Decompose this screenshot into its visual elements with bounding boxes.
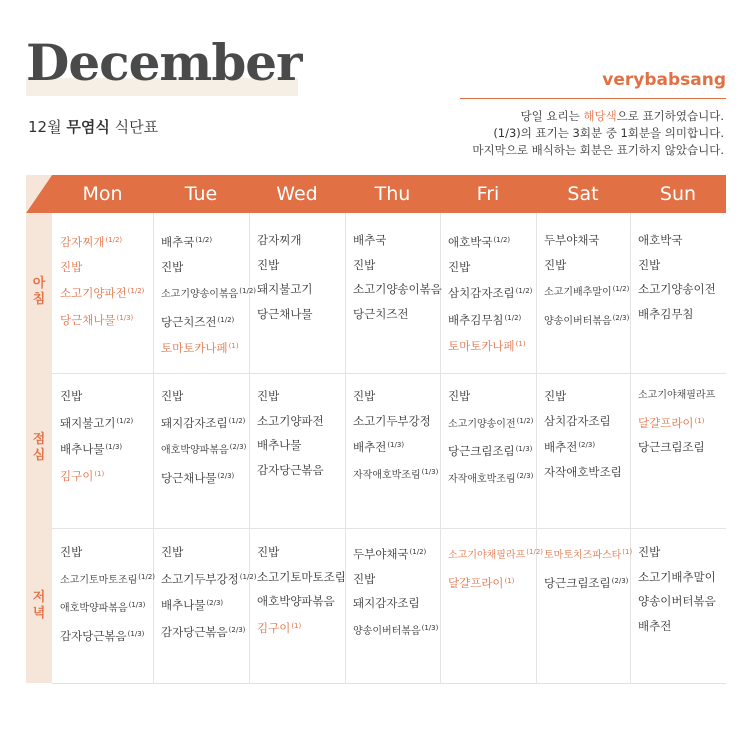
menu-item: 소고기양송이볶음 — [353, 282, 442, 296]
menu-cell-fri-2 — [448, 540, 543, 595]
menu-item: 돼지불고기$^{(1/2)}$ — [60, 415, 134, 430]
menu-item: 당근크림조림$^{(2/3)}$ — [544, 575, 629, 590]
menu-cell-fri-1 — [448, 384, 533, 492]
subtitle-month: 12월 — [28, 118, 62, 136]
menu-item: 배추전$^{(2/3)}$ — [544, 440, 596, 454]
meal-label-1: 점 심 — [32, 432, 46, 463]
menu-item: 감자당근볶음$^{(1/3)}$ — [60, 628, 145, 643]
portion-note: (2/3) — [611, 576, 629, 585]
portion-note: (2/3) — [229, 443, 247, 451]
portion-note: (1) — [694, 416, 705, 425]
note1-pre: 당일 요리는 — [520, 109, 580, 123]
menu-item: 진밥 — [544, 257, 567, 272]
menu-item: 삼치감자조림$^{(1/2)}$ — [448, 286, 533, 300]
day-header-thu: Thu — [374, 183, 411, 205]
meal-label-0: 아 침 — [32, 276, 46, 307]
portion-note: (1/2) — [239, 287, 257, 295]
menu-item: 소고기야채필라프 — [638, 390, 716, 401]
menu-item: 배추나물$^{(2/3)}$ — [161, 598, 224, 612]
menu-item: 당근치즈전$^{(1/2)}$ — [161, 314, 235, 329]
subtitle-diet: 무염식 — [66, 118, 110, 136]
menu-item: 돼지감자조림$^{(1/2)}$ — [161, 415, 246, 430]
menu-item: 배추전$^{(1/3)}$ — [353, 440, 405, 454]
menu-item: 소고기양송이전 — [638, 282, 716, 296]
menu-cell-sat-1 — [544, 384, 622, 484]
menu-item: 소고기야채필라프$^{(1/2)}$ — [448, 548, 544, 561]
meal-label-2: 저 녁 — [32, 590, 46, 621]
menu-item: 감자당근볶음 — [257, 462, 324, 477]
menu-cell-wed-2 — [257, 540, 346, 640]
day-header-mon: Mon — [82, 183, 123, 205]
menu-cell-thu-2 — [353, 540, 438, 644]
portion-note: (2/3) — [516, 471, 534, 480]
menu-item: 소고기토마토조림$^{(1/2)}$ — [60, 572, 156, 586]
note-line-2: (1/3)의 표기는 3회분 중 1회분을 의미합니다. — [493, 126, 724, 140]
portion-note: (1/2) — [504, 313, 522, 322]
menu-item: 달걀프라이$^{(1)}$ — [638, 415, 705, 430]
menu-item: 당근치즈전 — [353, 306, 409, 321]
menu-item: 배추김무침$^{(1/2)}$ — [448, 312, 522, 327]
menu-item: 배추전 — [638, 618, 672, 633]
menu-item: 애호박양파볶음$^{(2/3)}$ — [161, 443, 247, 456]
column-divider — [630, 213, 631, 683]
portion-note: (1/3) — [387, 441, 405, 449]
portion-note: (1) — [228, 342, 239, 350]
menu-item: 진밥 — [60, 545, 83, 559]
menu-cell-fri-0 — [448, 228, 532, 359]
menu-item: 소고기양송이전$^{(1/2)}$ — [448, 416, 534, 430]
menu-item: 배추국$^{(1/2)}$ — [161, 235, 213, 249]
note1-post: 으로 표기하였습니다. — [616, 109, 724, 123]
menu-item: 애호박양파볶음$^{(1/3)}$ — [60, 601, 146, 614]
menu-item: 토마토카나페$^{(1)}$ — [448, 339, 526, 353]
menu-item: 두부야채국 — [544, 233, 600, 247]
menu-cell-mon-1 — [60, 384, 133, 488]
subtitle-label: 식단표 — [114, 118, 159, 136]
menu-item: 토마토카나페$^{(1)}$ — [161, 341, 239, 355]
menu-item: 감자당근볶음$^{(2/3)}$ — [161, 624, 246, 639]
portion-note: (1) — [504, 576, 515, 585]
row-divider — [52, 373, 726, 374]
menu-item: 소고기두부강정$^{(1/2)}$ — [161, 571, 257, 586]
menu-item: 애호박국 — [638, 233, 683, 247]
portion-note: (1/2) — [138, 572, 156, 581]
portion-note: (1) — [291, 621, 302, 630]
menu-item: 진밥 — [257, 389, 280, 403]
portion-note: (1/2) — [493, 236, 511, 244]
menu-item: 배추국 — [353, 233, 387, 247]
menu-item: 배추나물 — [257, 438, 302, 452]
portion-note: (1/2) — [526, 548, 544, 556]
menu-cell-sun-0 — [638, 228, 716, 326]
menu-item: 당근크림조림$^{(1/3)}$ — [448, 444, 533, 458]
note-line-1 — [472, 108, 724, 125]
month-title: December — [26, 33, 302, 92]
menu-cell-sun-1 — [638, 384, 715, 460]
portion-note: (1/3) — [421, 467, 439, 476]
menu-cell-tue-2 — [161, 540, 257, 644]
note1-highlight: 해당색 — [583, 109, 617, 123]
portion-note: (1) — [515, 340, 526, 348]
portion-note: (1/2) — [127, 287, 145, 295]
menu-item: 삼치감자조림 — [544, 413, 611, 428]
day-header-tue: Tue — [184, 183, 218, 205]
menu-item: 소고기토마토조림 — [257, 569, 346, 584]
portion-note: (2/3) — [612, 313, 630, 322]
menu-item: 당근크림조림 — [638, 440, 705, 454]
menu-item: 소고기양파전$^{(1/2)}$ — [60, 286, 145, 300]
menu-item: 두부야채국$^{(1/2)}$ — [353, 547, 427, 561]
menu-item: 양송이버터볶음 — [638, 594, 716, 608]
menu-item: 양송이버터볶음$^{(2/3)}$ — [544, 313, 630, 327]
menu-item: 소고기배추말이 — [638, 569, 716, 584]
menu-item: 진밥 — [161, 545, 184, 559]
menu-item: 진밥 — [638, 545, 661, 559]
portion-note: (1/2) — [515, 287, 533, 295]
portion-note: (1/2) — [105, 236, 123, 244]
menu-item: 김구이$^{(1)}$ — [257, 620, 302, 635]
row-divider — [52, 528, 726, 529]
menu-item: 진밥 — [544, 389, 567, 403]
menu-cell-tue-0 — [161, 228, 256, 361]
menu-item: 당근채나물$^{(1/3)}$ — [60, 312, 134, 327]
portion-note: (1) — [94, 469, 105, 478]
menu-cell-mon-0 — [60, 228, 144, 332]
menu-cell-sat-2 — [544, 540, 632, 595]
portion-note: (1) — [622, 548, 633, 556]
menu-item: 진밥 — [448, 259, 471, 274]
portion-note: (1/2) — [612, 285, 630, 293]
portion-note: (1/3) — [105, 443, 123, 451]
portion-note: (1/3) — [127, 629, 145, 638]
menu-item: 자작애호박조림$^{(1/3)}$ — [353, 467, 439, 481]
portion-note: (1/2) — [195, 236, 213, 244]
menu-item: 감자찌개 — [257, 233, 302, 247]
menu-item: 애호박국$^{(1/2)}$ — [448, 235, 511, 249]
portion-note: (2/3) — [228, 625, 246, 634]
portion-note: (2/3) — [217, 471, 235, 480]
menu-item: 자작애호박조림$^{(2/3)}$ — [448, 471, 534, 485]
menu-item: 소고기배추말이$^{(1/2)}$ — [544, 285, 630, 298]
menu-cell-sun-2 — [638, 540, 716, 638]
menu-item: 당근채나물$^{(2/3)}$ — [161, 470, 235, 485]
menu-item: 애호박양파볶음 — [257, 594, 335, 608]
menu-item: 진밥 — [353, 389, 376, 403]
column-divider — [536, 213, 537, 683]
menu-item: 양송이버터볶음$^{(1/3)}$ — [353, 623, 439, 637]
menu-item: 진밥 — [60, 259, 83, 274]
menu-cell-thu-0 — [353, 228, 442, 326]
menu-item: 진밥 — [257, 545, 280, 559]
menu-item: 감자찌개$^{(1/2)}$ — [60, 235, 123, 249]
portion-note: (1/2) — [116, 416, 134, 425]
brand-underline — [460, 98, 726, 99]
portion-note: (1/3) — [116, 313, 134, 322]
menu-item: 배추김무침 — [638, 306, 694, 321]
menu-item: 돼지감자조림 — [353, 596, 420, 610]
menu-item: 자작애호박조림 — [544, 464, 622, 479]
menu-cell-wed-0 — [257, 228, 313, 326]
note-line-3: 마지막으로 배식하는 회분은 표기하지 않았습니다. — [472, 143, 724, 157]
menu-cell-tue-1 — [161, 384, 246, 490]
portion-note: (2/3) — [578, 441, 596, 449]
menu-cell-mon-2 — [60, 540, 155, 648]
portion-note: (2/3) — [206, 599, 224, 607]
menu-item: 김구이$^{(1)}$ — [60, 468, 105, 483]
portion-note: (1/2) — [239, 572, 257, 581]
day-header-fri: Fri — [476, 183, 500, 205]
menu-item: 배추나물$^{(1/3)}$ — [60, 442, 123, 456]
brand-name: verybabsang — [602, 70, 726, 90]
menu-item: 소고기양송이볶음$^{(1/2)}$ — [161, 287, 257, 300]
menu-item: 돼지불고기 — [257, 282, 313, 296]
menu-item: 진밥 — [161, 259, 184, 274]
menu-cell-sat-0 — [544, 228, 629, 334]
menu-item: 진밥 — [353, 257, 376, 272]
menu-item: 진밥 — [448, 389, 471, 403]
portion-note: (1/2) — [228, 416, 246, 425]
menu-item: 진밥 — [257, 257, 280, 272]
day-header-sat: Sat — [567, 183, 599, 205]
menu-item: 진밥 — [638, 257, 661, 272]
menu-cell-wed-1 — [257, 384, 324, 482]
menu-item: 진밥 — [161, 389, 184, 403]
day-header-sun: Sun — [659, 183, 697, 205]
portion-note: (1/3) — [128, 601, 146, 609]
legend-notes — [472, 108, 724, 159]
menu-item: 당근채나물 — [257, 306, 313, 321]
portion-note: (1/3) — [421, 623, 439, 632]
menu-item: 토마토치즈파스타$^{(1)}$ — [544, 548, 633, 561]
menu-item: 달걀프라이$^{(1)}$ — [448, 575, 515, 590]
menu-item: 진밥 — [60, 389, 83, 403]
menu-item: 소고기양파전 — [257, 413, 324, 428]
portion-note: (1/2) — [516, 416, 534, 425]
menu-cell-thu-1 — [353, 384, 438, 488]
portion-note: (1/2) — [409, 548, 427, 556]
menu-subtitle — [28, 116, 158, 137]
portion-note: (1/3) — [515, 445, 533, 453]
menu-item: 소고기두부강정 — [353, 413, 431, 428]
menu-item: 진밥 — [353, 571, 376, 586]
portion-note: (1/2) — [217, 315, 235, 324]
day-header-wed: Wed — [276, 183, 318, 205]
